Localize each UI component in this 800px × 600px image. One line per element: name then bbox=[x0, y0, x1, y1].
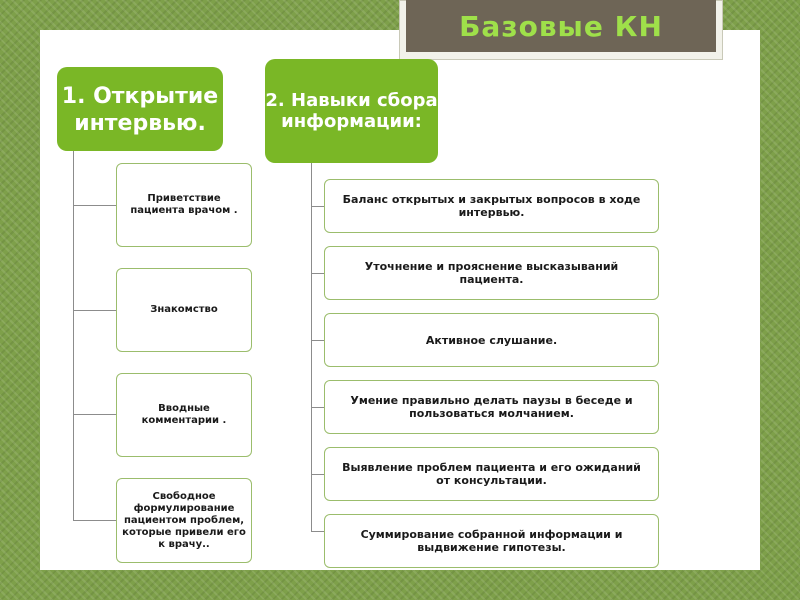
right-header: 2. Навыки сбора информации: bbox=[265, 59, 438, 163]
left-connector-1 bbox=[73, 205, 116, 206]
left-item-opening-comments: Вводные комментарии . bbox=[116, 373, 252, 457]
right-connector-2 bbox=[311, 273, 324, 274]
right-item-active-listening: Активное слушание. bbox=[324, 313, 659, 367]
right-trunk-line bbox=[311, 163, 312, 531]
left-connector-2 bbox=[73, 310, 116, 311]
right-item-question-balance: Баланс открытых и закрытых вопросов в ходе интервью. bbox=[324, 179, 659, 233]
right-item-pauses-silence: Умение правильно делать паузы в беседе и пользоваться молчанием. bbox=[324, 380, 659, 434]
right-item-summary-hypothesis: Суммирование собранной информации и выдвижение гипотезы. bbox=[324, 514, 659, 568]
right-item-clarification: Уточнение и прояснение высказываний пациента. bbox=[324, 246, 659, 300]
slide-title: Базовые КН bbox=[406, 0, 716, 52]
left-item-free-formulation: Свободное формулирование пациентом проблем, которые привели его к врачу.. bbox=[116, 478, 252, 563]
left-item-greeting: Приветствие пациента врачом . bbox=[116, 163, 252, 247]
left-header: 1. Открытие интервью. bbox=[57, 67, 223, 151]
right-connector-6 bbox=[311, 531, 324, 532]
right-item-problems-expectations: Выявление проблем пациента и его ожиданий от консультации. bbox=[324, 447, 659, 501]
left-connector-4 bbox=[73, 520, 116, 521]
right-connector-5 bbox=[311, 474, 324, 475]
left-trunk-line bbox=[73, 151, 74, 521]
right-connector-3 bbox=[311, 340, 324, 341]
right-connector-1 bbox=[311, 206, 324, 207]
right-connector-4 bbox=[311, 407, 324, 408]
left-connector-3 bbox=[73, 414, 116, 415]
left-item-introduction: Знакомство bbox=[116, 268, 252, 352]
